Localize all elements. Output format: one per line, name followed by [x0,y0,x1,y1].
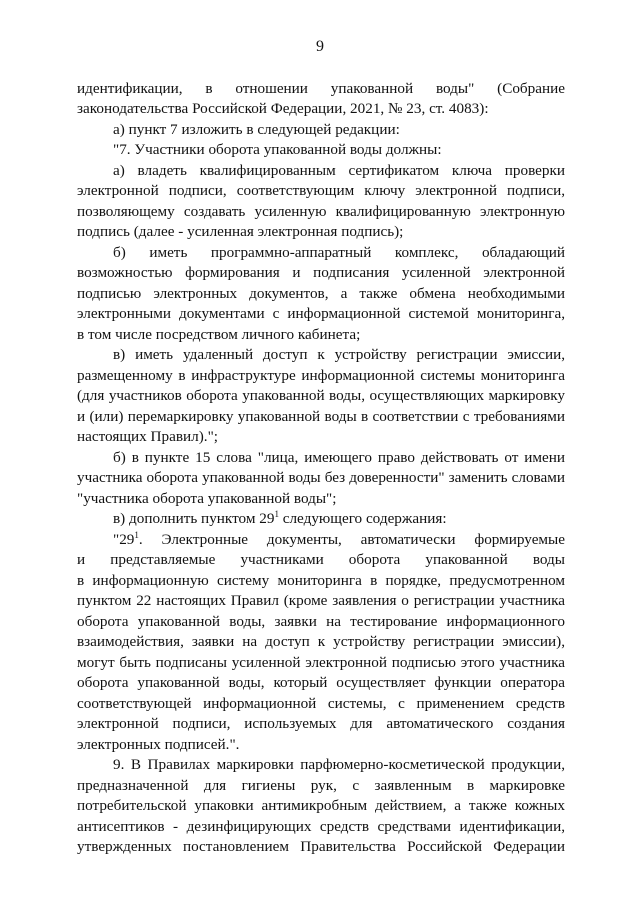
text-line: утвержденных постановлением Правительства Российской Федерации [77,838,565,855]
text-line: электронной подписи, используемых для автоматического создания [77,715,565,732]
text-line [113,530,565,550]
text-line: и (или) перемаркировку упакованной воды в соответствии с требованиями [77,408,565,425]
text-line: взаимодействия, заявки на доступ к устройству регистрации эмиссии), [77,633,565,650]
text-line: оборота упакованной воды, который осуществляет функции оператора [77,674,565,691]
text-line: в информационную систему мониторинга в порядке, предусмотренном [77,572,565,589]
text-line: "участника оборота упакованной воды"; [77,490,337,507]
text-line: соответствующей информационной системы, с применением средств [77,695,565,712]
text-line: оборота упакованной воды, заявки на тестирование информационного [77,613,565,630]
page-number: 9 [316,38,324,55]
text-line: электронными документами с информационной системой мониторинга, [77,305,565,322]
text-line: законодательства Российской Федерации, 2021, № 23, ст. 4083): [77,100,489,117]
text-line: подпись (далее - усиленная электронная подпись); [77,223,404,240]
text-line [113,509,565,529]
superscript: 1 [134,530,139,540]
text-line: идентификации, в отношении упакованной воды" (Собрание [77,80,565,97]
superscript: 1 [274,509,279,519]
text-line: и представляемые участниками оборота упакованной воды [77,551,565,568]
text-line: могут быть подписаны усиленной электронной подписью этого участника [77,654,565,671]
text-line: участника оборота упакованной воды без доверенности" заменить словами [77,469,565,486]
text-line: антисептиков - дезинфицирующих средств средствами идентификации, [77,818,565,835]
text-line: потребительской упаковки антимикробным действием, а также кожных [77,797,565,814]
text-segment: . Электронные документы, автоматически формируемые [138,531,565,548]
text-line: подписью электронных документов, а также обмена необходимыми [77,285,565,302]
text-line: позволяющему создавать усиленную квалифицированную электронную [77,203,565,220]
text-line: а) пункт 7 изложить в следующей редакции: [113,121,400,138]
text-line: пунктом 22 настоящих Правил (кроме заявления о регистрации участника [77,592,565,609]
text-line: в том числе посредством личного кабинета; [77,326,361,343]
text-segment: в) дополнить пунктом 29 [113,510,275,527]
text-line: (для участников оборота упакованной воды, осуществляющих маркировку [77,387,565,404]
text-line: настоящих Правил)."; [77,428,219,445]
text-line: а) владеть квалифицированным сертификатом ключа проверки [113,162,565,179]
text-line: размещенному в инфраструктуре информационной системы мониторинга [77,367,565,384]
text-line: "7. Участники оборота упакованной воды должны: [113,141,442,158]
text-line: б) в пункте 15 слова "лица, имеющего право действовать от имени [113,449,565,466]
text-segment: "29 [113,531,135,548]
text-line: предназначенной для гигиены рук, с заявленным в маркировке [77,777,565,794]
text-line: электронных подписей.". [77,736,240,753]
text-line: б) иметь программно-аппаратный комплекс, обладающий [113,244,565,261]
text-line: 9. В Правилах маркировки парфюмерно-косметической продукции, [113,756,565,773]
text-line: возможностью формирования и подписания усиленной электронной [77,264,565,281]
text-segment: следующего содержания: [278,510,447,527]
text-line: электронной подписи, соответствующим ключу электронной подписи, [77,182,565,199]
text-line: в) иметь удаленный доступ к устройству регистрации эмиссии, [113,346,565,363]
